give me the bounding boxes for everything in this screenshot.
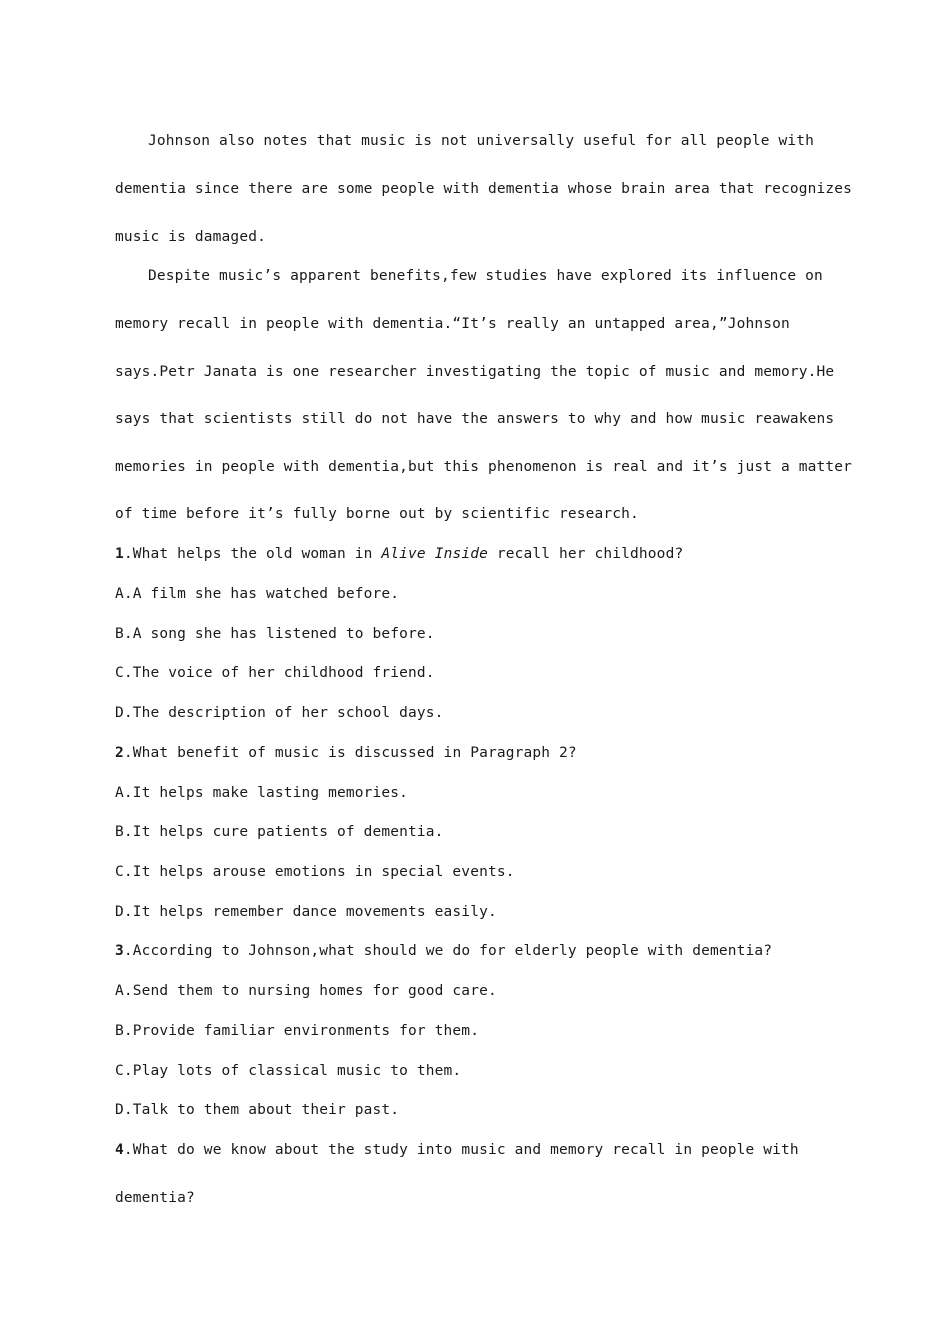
question-1-stem: 1.What helps the old woman in Alive Inside recall her childhood? xyxy=(115,546,684,562)
question-3-option-d: D.Talk to them about their past. xyxy=(115,1102,400,1118)
question-2-option-a: A.It helps make lasting memories. xyxy=(115,785,409,801)
passage-line: Johnson also notes that music is not universally useful for all people with xyxy=(148,133,814,149)
question-4-stem-continued: dementia? xyxy=(115,1190,195,1206)
passage-line: memories in people with dementia,but this phenomenon is real and it’s just a matter xyxy=(115,459,853,475)
passage-line: says.Petr Janata is one researcher investigating the topic of music and memory.He xyxy=(115,364,835,380)
question-4-stem: 4.What do we know about the study into music and memory recall in people with xyxy=(115,1142,799,1158)
question-3-option-a: A.Send them to nursing homes for good care. xyxy=(115,983,497,999)
passage-line: memory recall in people with dementia.“It’s really an untapped area,”Johnson xyxy=(115,316,790,332)
question-2-stem: 2.What benefit of music is discussed in Paragraph 2? xyxy=(115,745,577,761)
question-3-option-b: B.Provide familiar environments for them. xyxy=(115,1023,480,1039)
passage-line: dementia since there are some people with dementia whose brain area that recognizes xyxy=(115,181,853,197)
question-1-option-d: D.The description of her school days. xyxy=(115,705,444,721)
question-number: 2 xyxy=(115,745,124,761)
question-2-option-c: C.It helps arouse emotions in special events. xyxy=(115,864,515,880)
passage-line: music is damaged. xyxy=(115,229,266,245)
question-1-option-b: B.A song she has listened to before. xyxy=(115,626,435,642)
question-number: 4 xyxy=(115,1142,124,1158)
question-2-option-b: B.It helps cure patients of dementia. xyxy=(115,824,444,840)
question-3-stem: 3.According to Johnson,what should we do for elderly people with dementia? xyxy=(115,943,773,959)
question-3-option-c: C.Play lots of classical music to them. xyxy=(115,1063,462,1079)
question-1-option-a: A.A film she has watched before. xyxy=(115,586,400,602)
passage-line: of time before it’s fully borne out by scientific research. xyxy=(115,506,639,522)
passage-line: says that scientists still do not have the answers to why and how music reawakens xyxy=(115,411,835,427)
film-title: Alive Inside xyxy=(381,546,488,562)
question-number: 1 xyxy=(115,546,124,562)
question-1-option-c: C.The voice of her childhood friend. xyxy=(115,665,435,681)
passage-line: Despite music’s apparent benefits,few studies have explored its influence on xyxy=(148,268,823,284)
question-number: 3 xyxy=(115,943,124,959)
question-2-option-d: D.It helps remember dance movements easily. xyxy=(115,904,497,920)
